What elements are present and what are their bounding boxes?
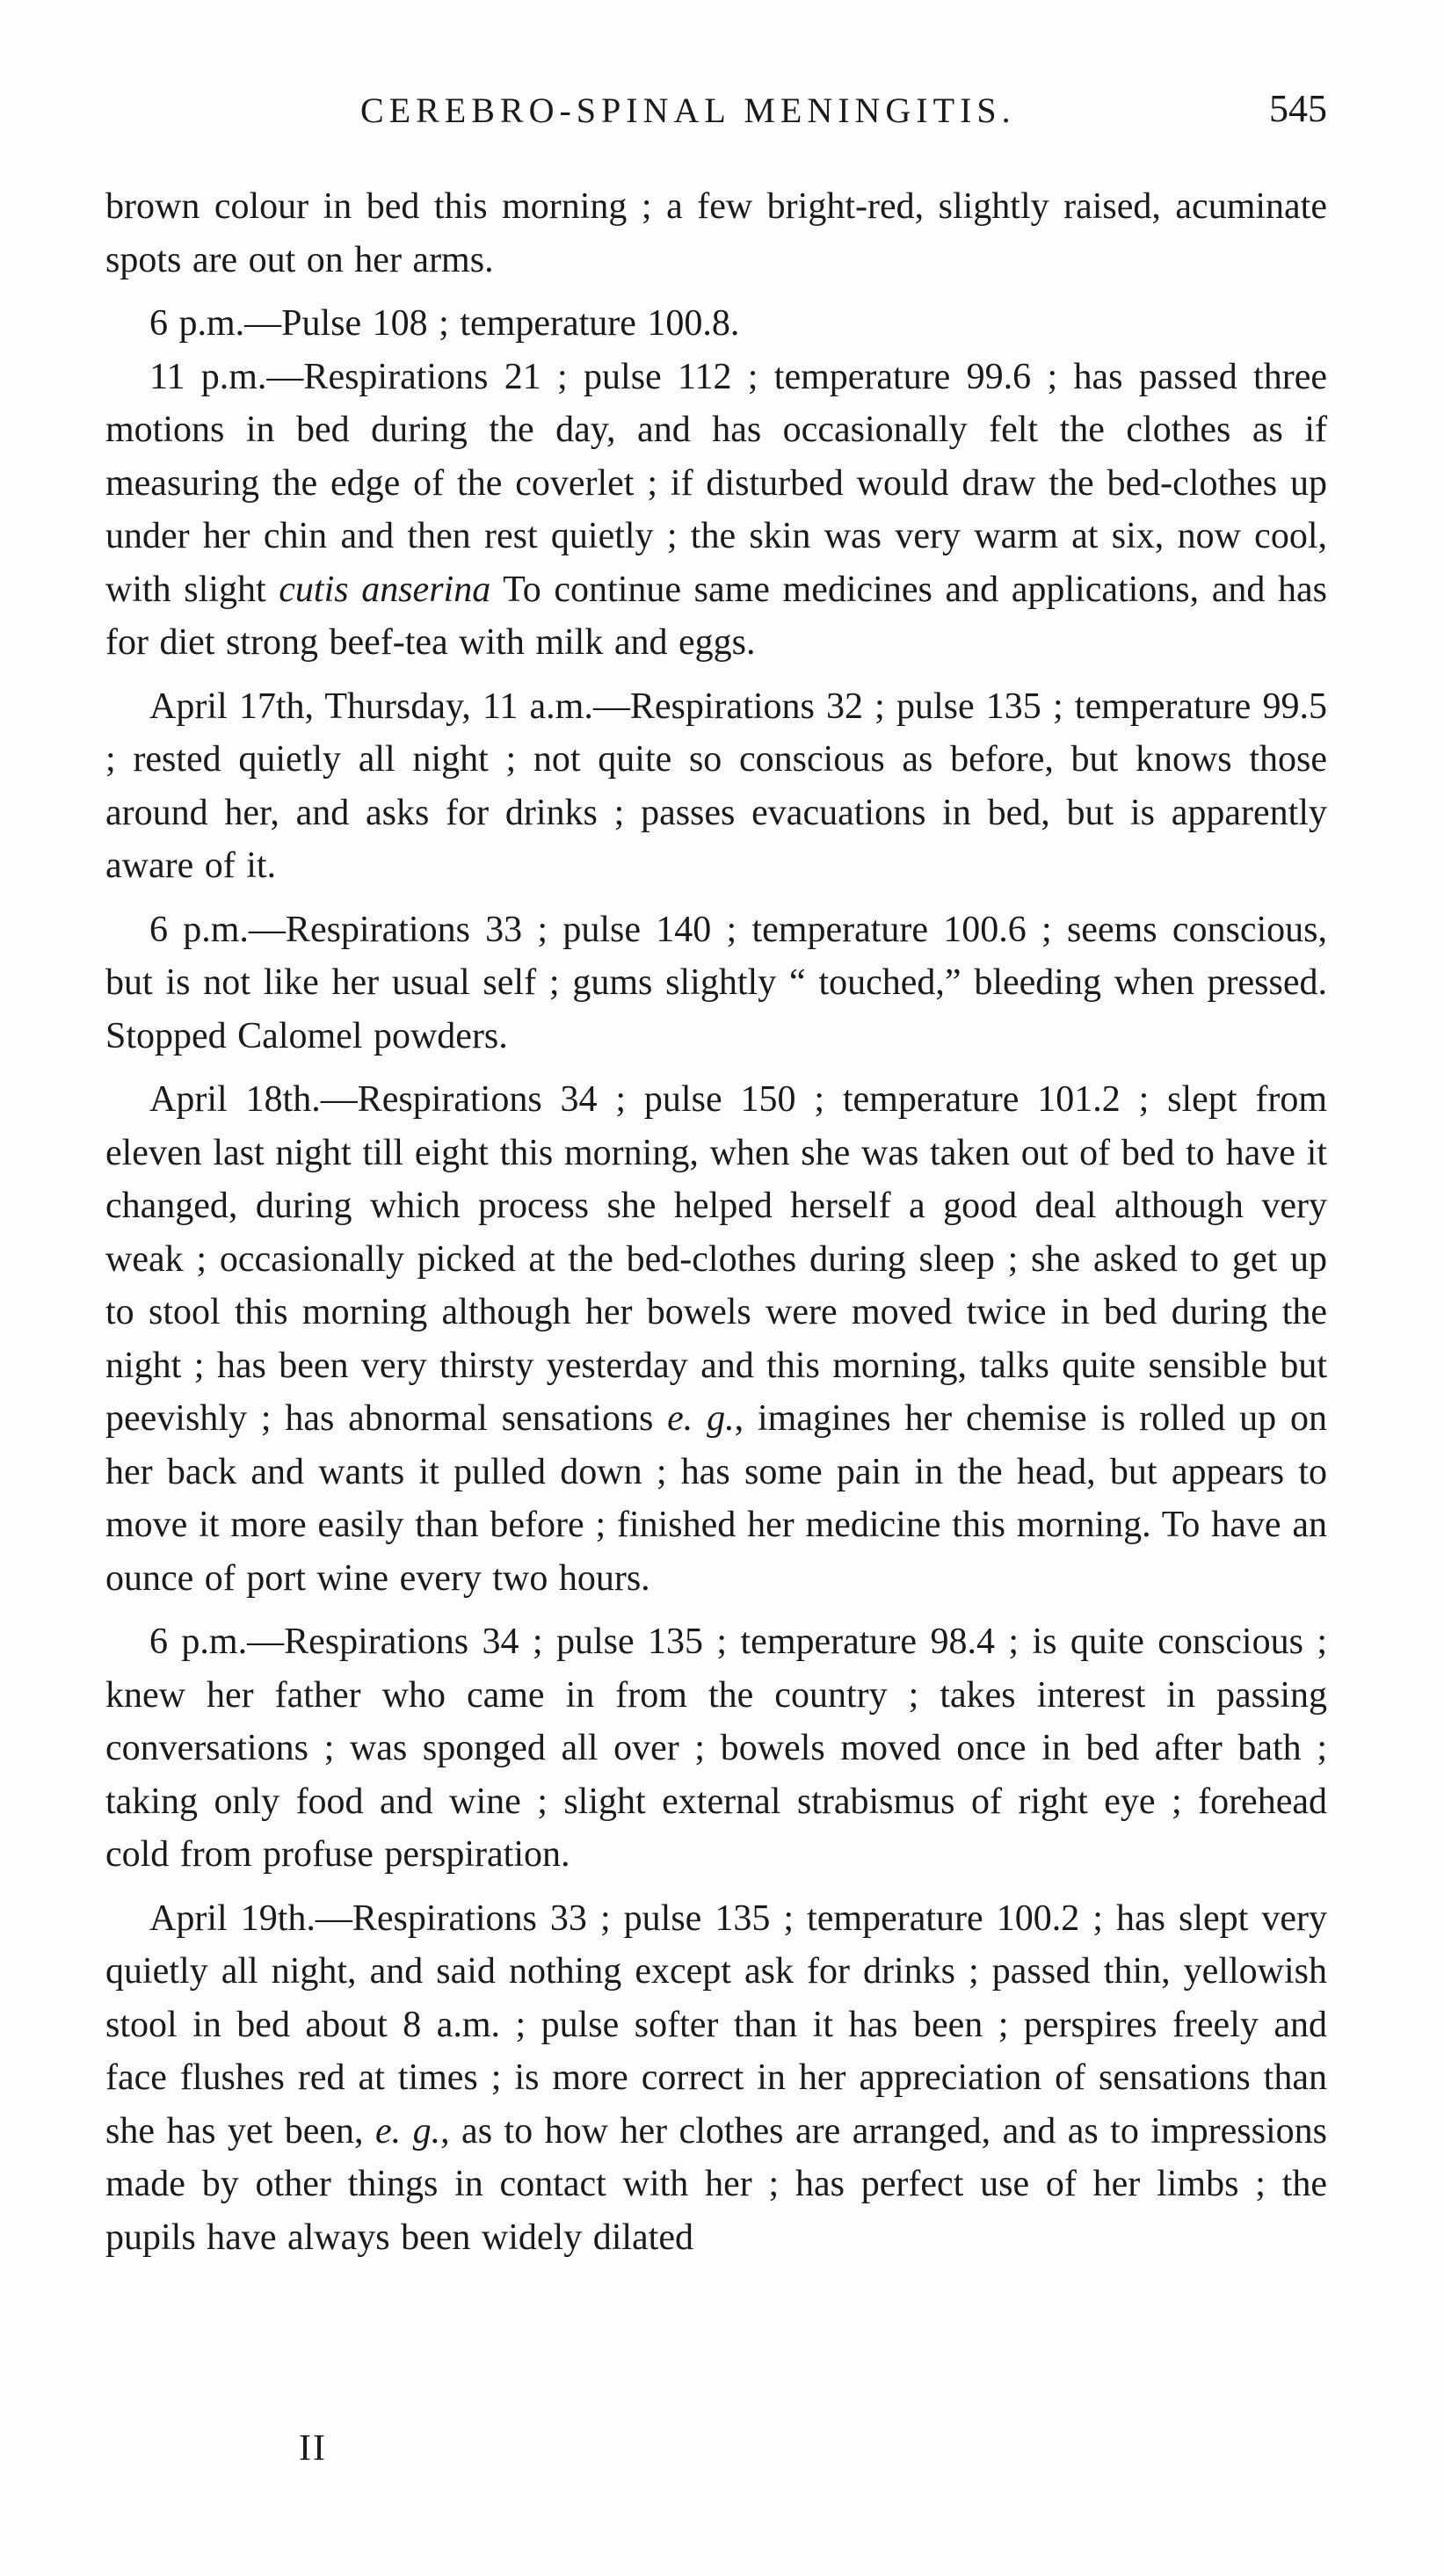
page-header <box>105 87 1327 142</box>
page-number: 545 <box>1269 87 1327 130</box>
paragraph-text: , as to how her clothes are arranged, and as to impressions made by other things in contact with her ; has perfect use of her limbs ; the pupils have always been widely dilated <box>105 2110 1327 2258</box>
italic-term: e. g. <box>374 2110 441 2152</box>
paragraph-april-17 <box>105 680 1327 893</box>
paragraph-april-18 <box>105 1073 1327 1605</box>
paragraph-april-17-6pm <box>105 903 1327 1063</box>
paragraph-text: April 17th, Thursday, 11 a.m.—Respirations 32 ; pulse 135 ; temperature 99.5 ; rested quietly all night ; not quite so conscious as before, but knows those around her, and asks for drinks ; passes evacuations in bed, but is apparently aware of it. <box>105 686 1327 886</box>
signature-mark: II <box>299 2428 327 2469</box>
body-text <box>105 180 1327 2275</box>
paragraph-text: , imagines her chemise is rolled up on her back and wants it pulled down ; has some pain in the head, but appears to move it more easily than before ; finished her medicine this morning. To have an ounce of port wine every two hours. <box>105 1398 1327 1599</box>
paragraph-text: April 18th.—Respirations 34 ; pulse 150 ; temperature 101.2 ; slept from eleven last night till eight this morning, when she was taken out of bed to have it changed, during which process she helped herself a good deal although very weak ; occasionally picked at the bed-clothes during sleep ; she asked to get up to stool this morning although her bowels were moved twice in bed during the night ; has been very thirsty yesterday and this morning, talks quite sensible but peevishly ; has abnormal sensations <box>105 1079 1327 1439</box>
paragraph-6pm-pulse <box>105 297 1327 351</box>
paragraph-text: 6 p.m.—Pulse 108 ; temperature 100.8. <box>149 303 740 344</box>
paragraph-text: April 19th.—Respirations 33 ; pulse 135 ; temperature 100.2 ; has slept very quietly all night, and said nothing except ask for drinks ; passed thin, yellowish stool in bed about 8 a.m. ; pulse softer than it has been ; perspires freely and face flushes red at times ; is more correct in her appreciation of sensations than she has yet been, <box>105 1898 1327 2152</box>
paragraph-text: 6 p.m.—Respirations 33 ; pulse 140 ; temperature 100.6 ; seems conscious, but is not like her usual self ; gums slightly “ touched,” bleeding when pressed. Stopped Calomel powders. <box>105 909 1327 1056</box>
paragraph-text: To continue same medicines and applications, and has for diet strong beef-tea with milk and eggs. <box>105 569 1328 663</box>
paragraph-april-18-6pm <box>105 1615 1327 1882</box>
paragraph-continuation <box>105 180 1327 287</box>
italic-term: cutis anserina <box>279 569 491 610</box>
paragraph-11pm <box>105 351 1327 670</box>
running-head: CEREBRO-SPINAL MENINGITIS. <box>360 91 1016 130</box>
paragraph-text: 11 p.m.—Respirations 21 ; pulse 112 ; temperature 99.6 ; has passed three motions in bed during the day, and has occasionally felt the clothes as if measuring the edge of the coverlet ; if disturbed would draw the bed-clothes up under her chin and then rest quietly ; the skin was very warm at six, now cool, with slight <box>105 356 1327 610</box>
paragraph-april-19 <box>105 1892 1327 2265</box>
paragraph-text: 6 p.m.—Respirations 34 ; pulse 135 ; temperature 98.4 ; is quite conscious ; knew her father who came in from the country ; takes interest in passing conversations ; was sponged all over ; bowels moved once in bed after bath ; taking only food and wine ; slight external strabismus of right eye ; forehead cold from profuse perspiration. <box>105 1622 1327 1875</box>
paragraph-text: brown colour in bed this morning ; a few bright-red, slightly raised, acuminate spots are out on her arms. <box>105 186 1327 280</box>
italic-term: e. g. <box>667 1398 735 1439</box>
